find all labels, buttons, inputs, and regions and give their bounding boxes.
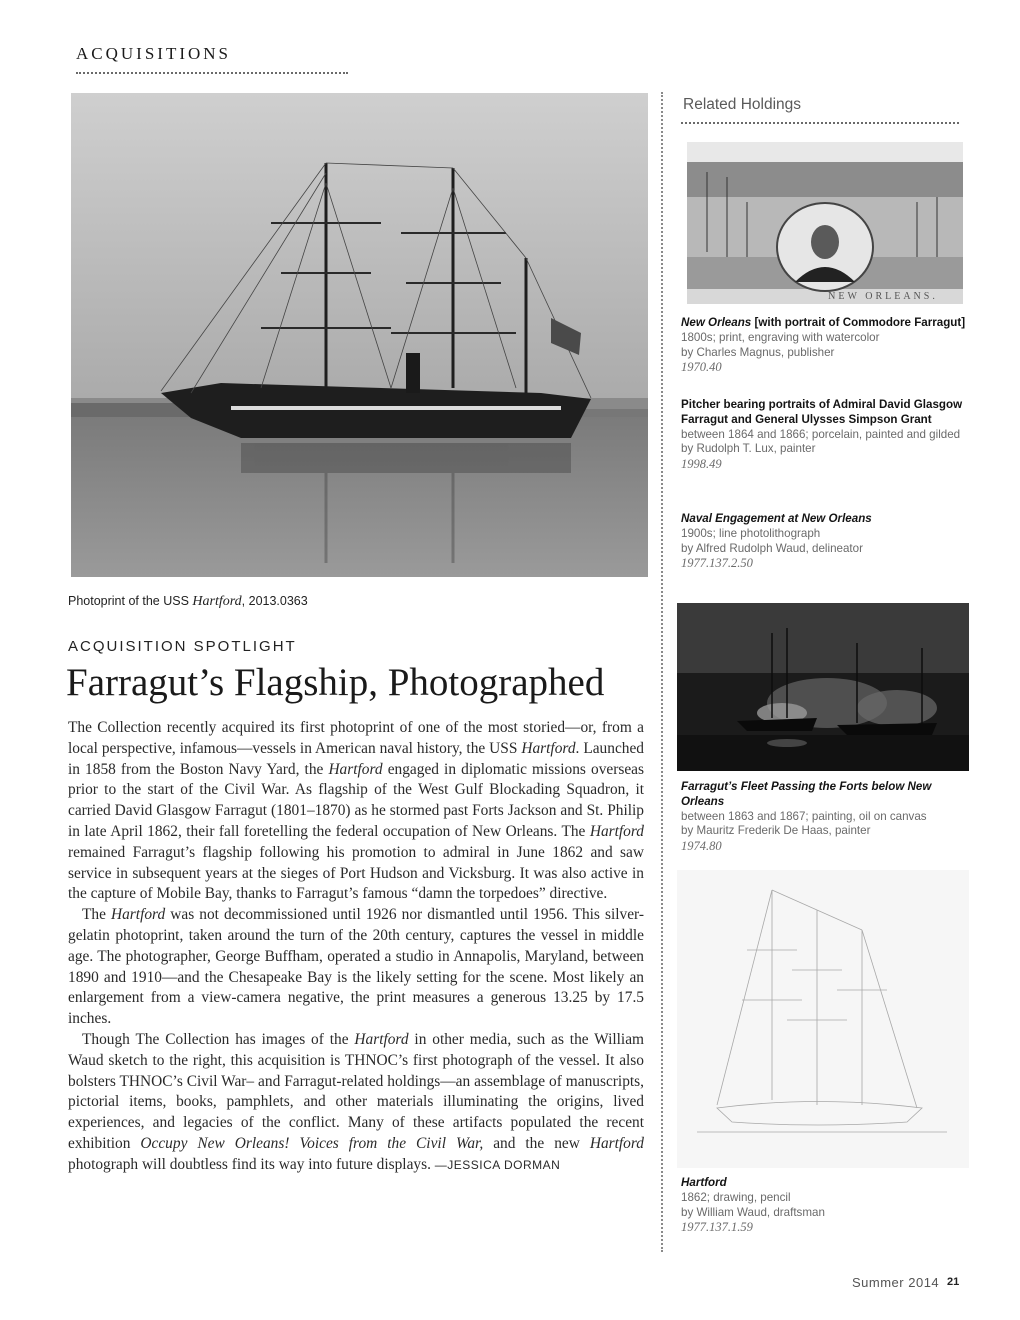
issue-season: Summer 2014	[852, 1275, 940, 1290]
holding-maker: by Mauritz Frederik De Haas, painter	[681, 824, 871, 838]
fleet-passing-forts-painting	[677, 603, 969, 771]
holding-detail: 1900s; line photolithograph	[681, 526, 821, 540]
new-orleans-engraving-image	[687, 142, 963, 304]
photo-caption: Photoprint of the USS Hartford, 2013.0363	[68, 594, 308, 609]
holding-maker: by Charles Magnus, publisher	[681, 345, 835, 359]
holding-detail: between 1864 and 1866; porcelain, painted and gilded	[681, 427, 961, 441]
hartford-pencil-sketch	[677, 870, 969, 1168]
holding-detail: between 1863 and 1867; painting, oil on canvas	[681, 809, 927, 823]
section-divider	[76, 72, 348, 74]
sidebar-title: Related Holdings	[683, 96, 802, 113]
sidebar-title-divider	[681, 122, 959, 124]
column-divider	[661, 92, 663, 1252]
holding-title: Hartford	[681, 1176, 727, 1189]
article-title: Farragut’s Flagship, Photographed	[66, 661, 605, 704]
holding-title: New Orleans [with portrait of Commodore Farragut]	[681, 316, 966, 329]
holding-detail: 1800s; print, engraving with watercolor	[681, 330, 880, 344]
page-number: 21	[947, 1276, 960, 1288]
holding-accession: 1977.137.1.59	[681, 1220, 753, 1235]
holding-maker: by William Waud, draftsman	[681, 1205, 825, 1219]
paragraph: The Collection recently acquired its first photoprint of one of the most storied—or, from a local perspective, infamous—vessels in American naval history, the USS Hartford. Launched in 1858 from the Boston Navy Yard, the Hartford engaged in diplomatic missions overseas prior to the start of the Civil War. As flagship of the West Gulf Blockading Squadron, it carried David Glasgow Farragut (1801–1870) as he stormed past Forts Jackson and St. Philip in late April 1862, their fall foretelling the federal occupation of New Orleans. The Hartford remained Farragut’s flagship following his promotion to admiral in June 1862 and saw service in subsequent years at the sieges of Port Hudson and Vicksburg. It was also active in the capture of Mobile Bay, thanks to Farragut’s famous “damn the torpedoes” directive.	[68, 719, 644, 903]
holding-title: Farragut’s Fleet Passing the Forts below New Orleans	[681, 780, 932, 808]
holding-accession: 1974.80	[681, 839, 722, 854]
holding-maker: by Alfred Rudolph Waud, delineator	[681, 541, 863, 555]
holding-item-new-orleans	[681, 316, 966, 375]
holding-title: Pitcher bearing portraits of Admiral David Glasgow Farragut and General Ulysses Simpson Grant	[681, 398, 963, 426]
holding-item-hartford-sketch	[681, 1176, 966, 1235]
holding-accession: 1998.49	[681, 457, 722, 472]
holding-detail: 1862; drawing, pencil	[681, 1190, 791, 1204]
article-body	[68, 718, 644, 1176]
ship-photograph	[71, 93, 648, 577]
holding-accession: 1970.40	[681, 360, 722, 375]
engraving-caption-text: NEW ORLEANS.	[828, 291, 938, 302]
holding-maker: by Rudolph T. Lux, painter	[681, 442, 816, 456]
article-kicker: ACQUISITION SPOTLIGHT	[68, 638, 297, 655]
holding-title: Naval Engagement at New Orleans	[681, 512, 872, 525]
holding-item-pitcher	[681, 398, 966, 472]
holding-item-farraguts-fleet	[681, 780, 966, 854]
section-title: ACQUISITIONS	[76, 44, 231, 63]
holding-accession: 1977.137.2.50	[681, 556, 753, 571]
holding-item-naval-engagement	[681, 512, 966, 571]
paragraph: Though The Collection has images of the Hartford in other media, such as the William Waud sketch to the right, this acquisition is THNOC’s first photograph of the vessel. It also bolsters THNOC’s Civil War– and Farragut-related holdings—an assemblage of manuscripts, pictorial items, books, pamphlets, and other materials illuminating the origins, lived experiences, and legacies of the conflict. Many of these artifacts populated the recent exhibition Occupy New Orleans! Voices from the Civil War, and the new Hartford photograph will doubtless find its way into future displays. —JESSICA DORMAN	[68, 1030, 644, 1173]
author-byline: —JESSICA DORMAN	[434, 1157, 561, 1172]
paragraph: The Hartford was not decommissioned until 1926 nor dismantled until 1956. This silver-gelatin photoprint, taken around the turn of the 20th century, captures the vessel in middle age. The photographer, George Buffham, operated a studio in Annapolis, Maryland, between 1890 and 1910—and the Chesapeake Bay is the likely setting for the scene. Most likely an enlargement from a view-camera negative, the print measures a generous 13.25 by 17.5 inches.	[68, 906, 644, 1028]
